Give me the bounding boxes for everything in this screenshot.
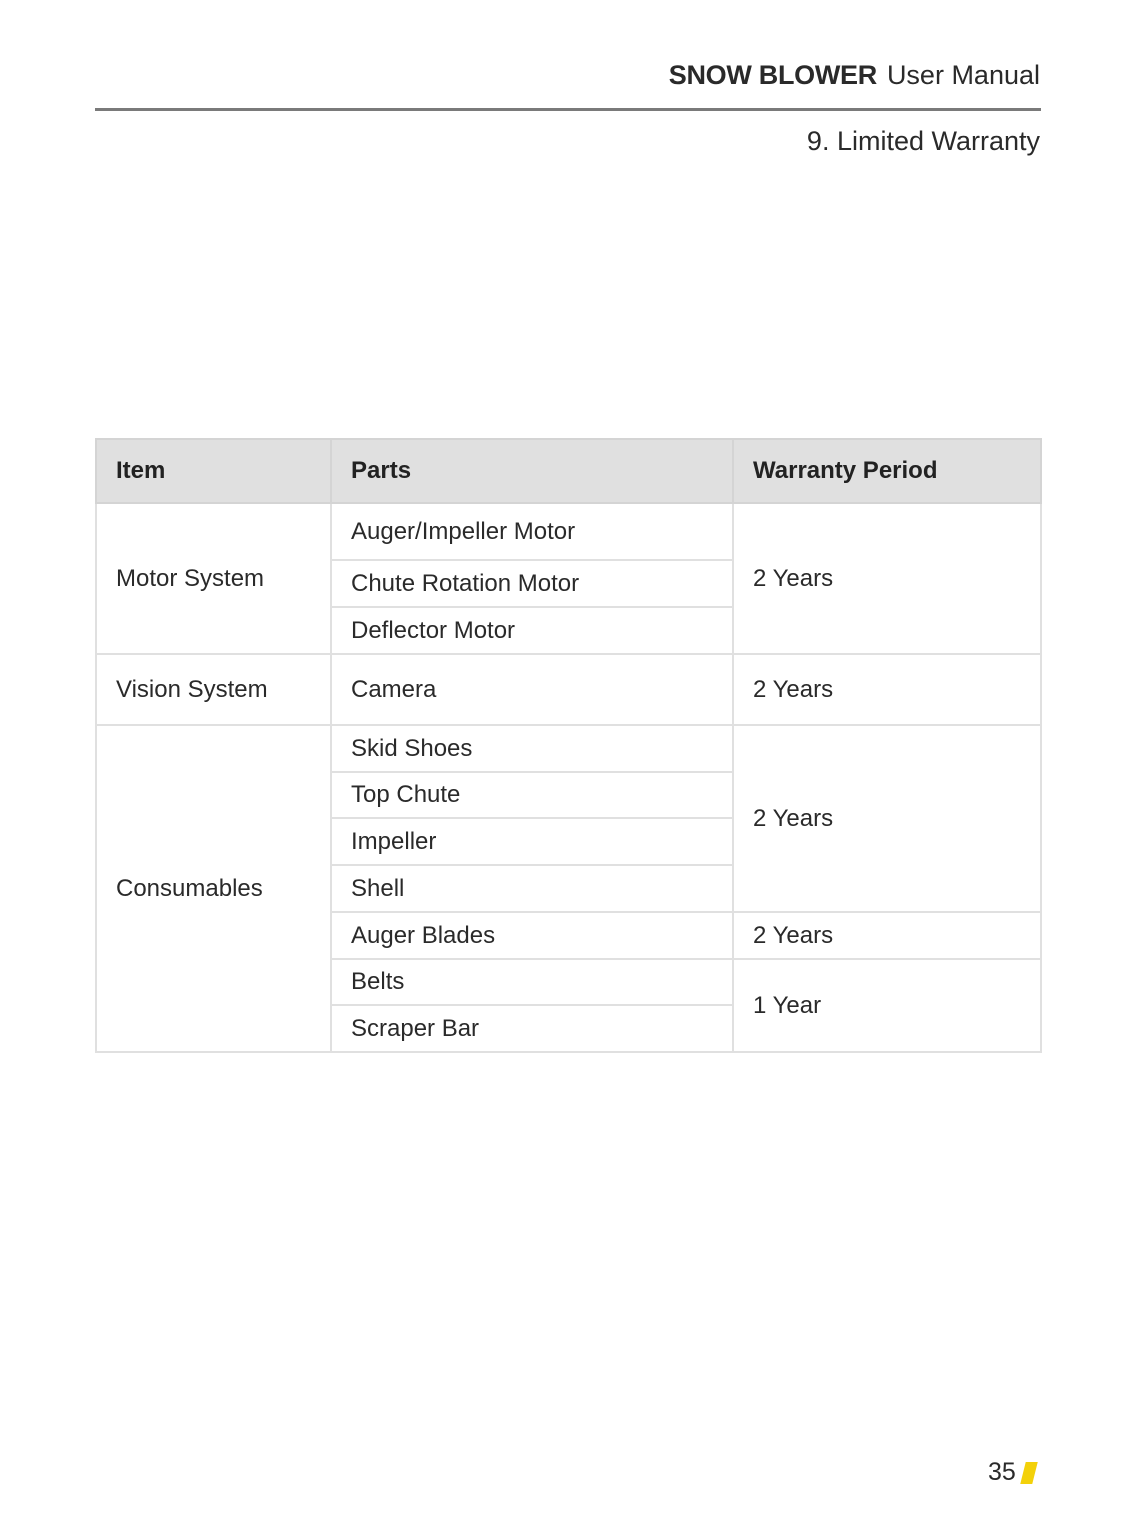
header-divider xyxy=(95,108,1041,111)
period-cell: 2 Years xyxy=(733,912,1041,959)
warranty-table xyxy=(95,438,1042,1053)
part-cell: Scraper Bar xyxy=(331,1005,733,1052)
header-item: Item xyxy=(96,439,331,503)
page-accent-mark xyxy=(1020,1462,1037,1484)
part-cell: Camera xyxy=(331,654,733,725)
period-cell: 2 Years xyxy=(733,654,1041,725)
table-row xyxy=(96,654,1041,725)
table-row xyxy=(96,725,1041,772)
part-cell: Impeller xyxy=(331,818,733,865)
period-cell: 2 Years xyxy=(733,725,1041,912)
header-warranty-period: Warranty Period xyxy=(733,439,1041,503)
period-cell: 2 Years xyxy=(733,503,1041,654)
part-cell: Top Chute xyxy=(331,772,733,818)
header-title xyxy=(669,60,1040,91)
table-row xyxy=(96,503,1041,560)
header-parts: Parts xyxy=(331,439,733,503)
page-number: 35 xyxy=(988,1458,1016,1486)
part-cell: Deflector Motor xyxy=(331,607,733,654)
item-cell: Consumables xyxy=(96,725,331,1052)
table-header-row xyxy=(96,439,1041,503)
header-product: SNOW BLOWER xyxy=(668,60,877,90)
part-cell: Skid Shoes xyxy=(331,725,733,772)
item-cell: Vision System xyxy=(96,654,331,725)
part-cell: Auger Blades xyxy=(331,912,733,959)
period-cell: 1 Year xyxy=(733,959,1041,1052)
section-title: 9. Limited Warranty xyxy=(806,126,1040,156)
part-cell: Auger/Impeller Motor xyxy=(331,503,733,560)
part-cell: Chute Rotation Motor xyxy=(331,560,733,607)
item-cell: Motor System xyxy=(96,503,331,654)
part-cell: Belts xyxy=(331,959,733,1005)
header-doc-type: User Manual xyxy=(886,60,1040,90)
part-cell: Shell xyxy=(331,865,733,912)
